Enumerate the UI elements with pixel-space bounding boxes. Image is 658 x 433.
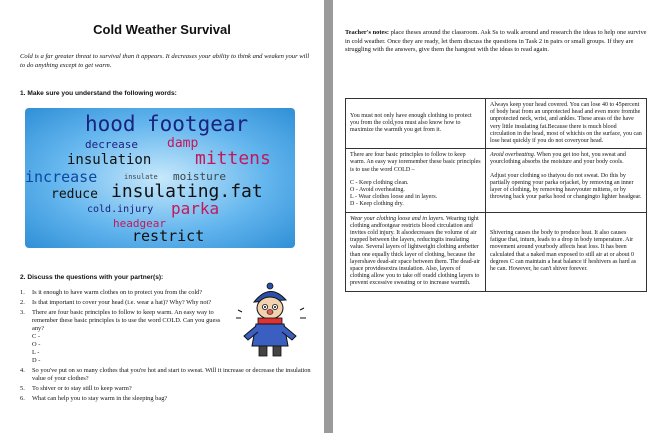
word-damp: damp (167, 136, 199, 151)
cold-letter-o: O - (32, 341, 41, 348)
word-insulation: insulation (67, 152, 152, 168)
word-moisture: moisture (173, 170, 226, 183)
section-heading-words: 1. Make sure you understand the following words: (20, 90, 177, 97)
word-insulating-fat: insulating.fat (111, 181, 263, 202)
table-cell: Always keep your head covered. You can lose 40 to 45percent of body heat from an unprotected head and even more fromthe unprotected neck, wrist, and ankles. These areas of the have very little insulating fat.Because there is much blood circulation in the head, most of whichis on the surface, you can lose heat quickly if you do not coveryour head. (486, 99, 647, 149)
word-mittens: mittens (195, 148, 271, 169)
table-cell: Avoid overheating. When you get too hot, you sweat and yourclothing absorbs the moisture and your body cools. Adjust your clothing so thatyou do not sweat. Do this by partially opening your parka orjacket, by removing an inner layer of clothing, by removing heavyouter mittens, or by throwing back your parka hood or changingto lighter headgear. (486, 149, 647, 212)
table-cell: Shivering causes the body to produce heat. It also causes fatigue that, inturn, leads to a drop in body temperature. Air movement around yourbody affects heat loss. It has been calculated that a naked man exposed to still air at or about 0 degrees C can maintain a heat balance if heshivers as hard as he can. However, he can't shiver forever. (486, 212, 647, 291)
list-item: 6. What can help you to stay warm in the sleeping bag? (20, 395, 168, 402)
list-item: 3. There are four basic principles to follow to keep warm. An easy way to remember these basic principles is to use the word COLD. Can you guess any? C - O - L - D - (20, 309, 225, 365)
teachers-notes (345, 29, 647, 55)
table-cell: There are four basic principles to follow to keep warm. An easy way toremember these basic principles is to use the word COLD – C - Keep clothing clean. O - Avoid overheating. L - Wear clothes loose and in layers. D - Keep clothing dry. (346, 149, 486, 212)
shivering-man-illustration (232, 280, 310, 360)
list-item: 5. To shiver or to stay still to keep warm? (20, 385, 132, 392)
table-row (346, 99, 647, 149)
table-cell: Wear your clothing loose and in layers. Wearing tight clothing andfootgear restricts blood circulation and invites cold injury. It alsodecreases the volume of air trapped between the layers, reducingits insulating value. Several layers of lightweight clothing arebetter than one equally thick layer of clothing, because the layershave dead-air space between them. The dead-air space providesextra insulation. Also, layers of clothing allow you to take off oradd clothing layers to prevent excessive sweating or to increase warmth. (346, 212, 486, 291)
word-increase: increase (25, 168, 98, 186)
word-reduce: reduce (51, 187, 98, 202)
word-hood: hood (85, 112, 136, 136)
teachers-notes-text: place theses around the classroom. Ask Ss to walk around and research the ideas to help one survive in cold weather. Once they are ready, let them discuss the questions in Task 2 in pairs or small groups. If they are struggling with the answers, give them the hangout with the ideas to read again. (345, 29, 647, 54)
reading-cards-table (345, 98, 647, 292)
word-restrict: restrict (132, 227, 205, 245)
intro-text: Cold is a far greater threat to survival than it appears. It decreases your ability to think and weaken your will to do anything except to get warm. (20, 53, 310, 69)
table-row (346, 149, 647, 212)
cold-letter-d: D - (32, 357, 41, 364)
cold-letter-l: L - (32, 349, 40, 356)
word-cloud (25, 108, 295, 248)
list-item: 1. Is it enough to have warm clothes on to protect you from the cold? (20, 289, 203, 296)
word-footgear: footgear (147, 112, 249, 136)
list-item: 2. Is that important to cover your head (i.e. wear a hat)? Why? Why not? (20, 299, 212, 306)
word-parka: parka (171, 199, 220, 218)
word-cold-injury: cold.injury (87, 204, 154, 215)
teachers-notes-label: Teacher's notes: (345, 29, 389, 36)
word-insulate: insulate (124, 173, 158, 181)
table-cell: You must not only have enough clothing to protect you from the cold,you must also know how to maximize the warmth you get from it. (346, 99, 486, 149)
page-title: Cold Weather Survival (93, 22, 231, 37)
worksheet-page-left (0, 0, 324, 433)
worksheet-page-right (333, 0, 658, 433)
word-decrease: decrease (85, 138, 138, 151)
cold-letter-c: C - (32, 333, 40, 340)
word-headgear: headgear (113, 217, 166, 230)
section-heading-discuss: 2. Discuss the questions with your partner(s): (20, 274, 164, 281)
table-row (346, 212, 647, 291)
list-item: 4. So you've put on so many clothes that you're hot and start to sweat. Will it increase or decrease the insulation value of your clothes? (20, 367, 311, 382)
